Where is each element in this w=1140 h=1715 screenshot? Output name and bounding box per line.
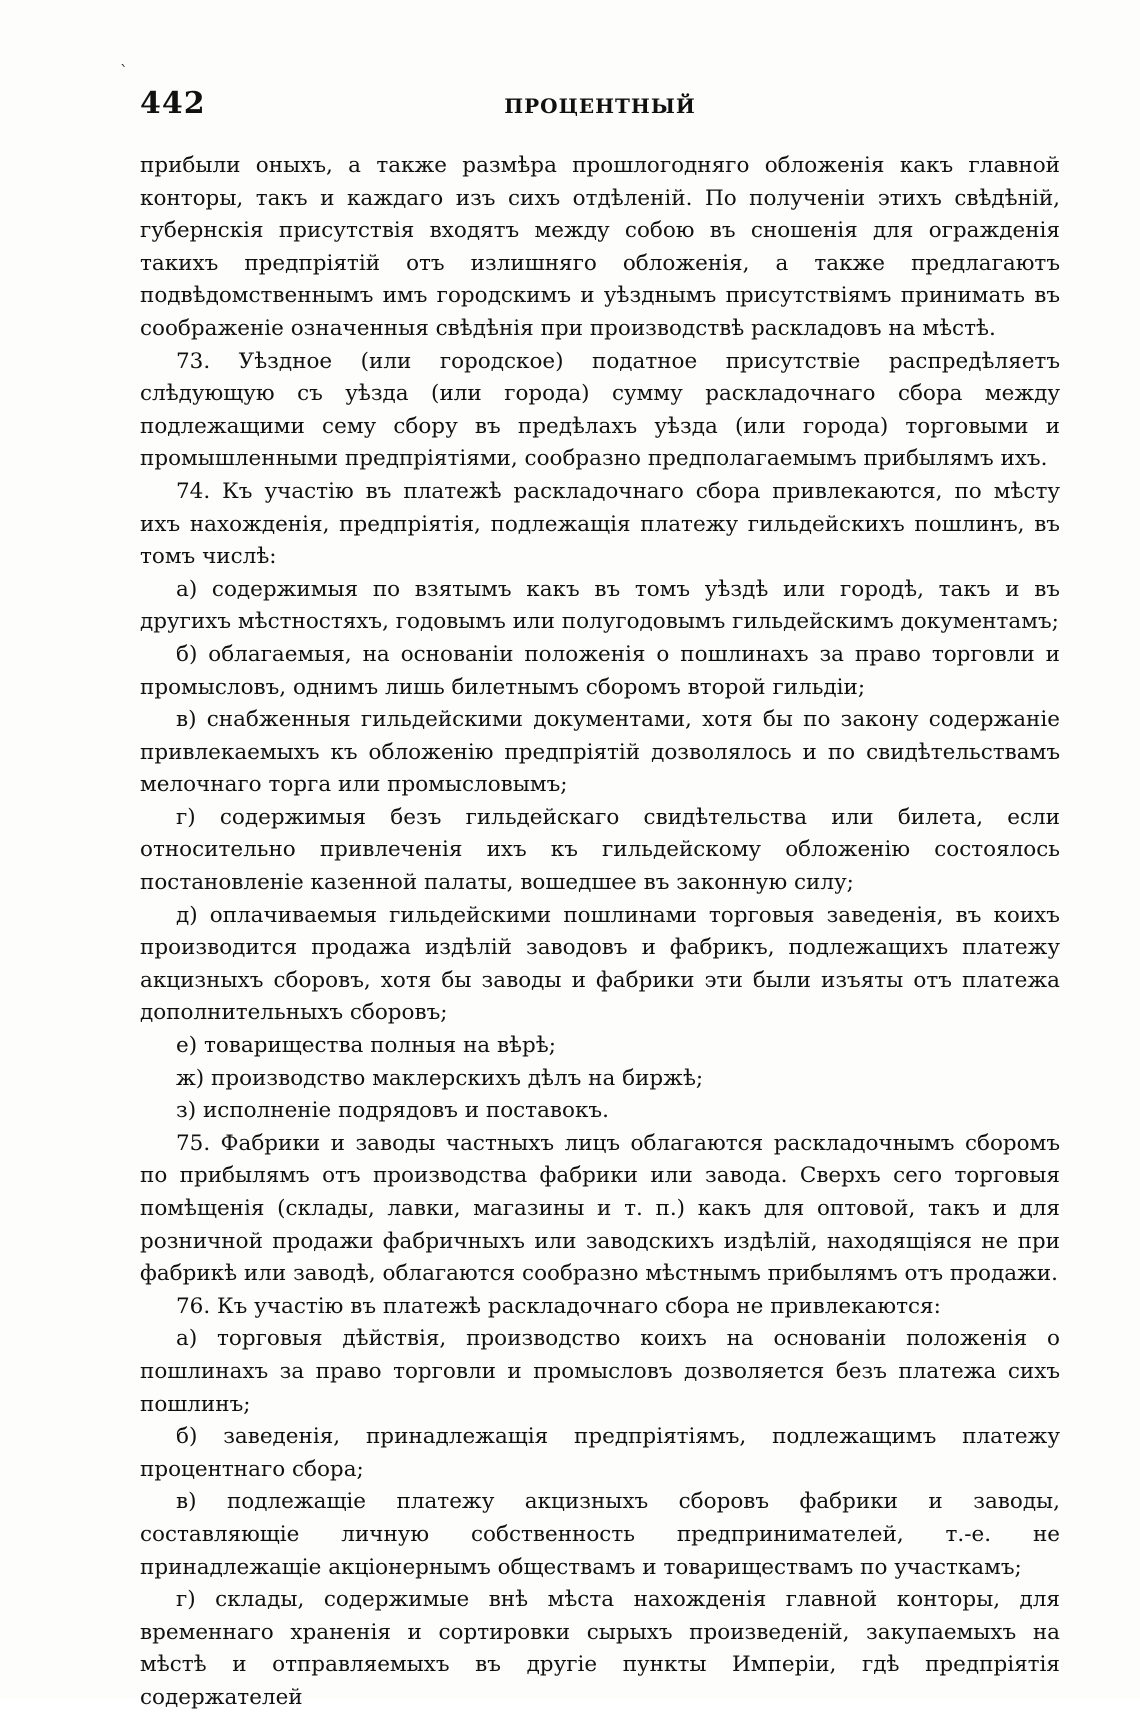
- paragraph-76: 76. Къ участію въ платежѣ раскладочнаго сбора не привлекаются:: [176, 1293, 941, 1319]
- page-header: [140, 86, 1060, 126]
- paragraph-73: 73. Уѣздное (или городское) податное присутствіе распредѣляетъ слѣдующую съ уѣзда (или города) сумму раскладочнаго сбора между подлежащими сему сбору въ предѣлахъ уѣзда (или города) торговыми и промышленными предпріятіями, сообразно предполагаемымъ прибылямъ ихъ.: [140, 348, 1060, 472]
- stray-mark: `: [120, 62, 128, 81]
- page-number: 442: [140, 86, 206, 121]
- clause-74-zh: ж) производство маклерскихъ дѣлъ на биржѣ;: [176, 1065, 704, 1091]
- paragraph-74: 74. Къ участію въ платежѣ раскладочнаго сбора привлекаются, по мѣсту ихъ нахожденія, предпріятія, подлежащія платежу гильдейскихъ пошлинъ, въ томъ числѣ:: [140, 478, 1060, 570]
- paragraph-75: 75. Фабрики и заводы частныхъ лицъ облагаются раскладочнымъ сборомъ по прибылямъ отъ производства фабрики или завода. Сверхъ сего торговыя помѣщенія (склады, лавки, магазины и т. п.) какъ для оптовой, такъ и для розничной продажи фабричныхъ или заводскихъ издѣлій, находящіяся не при фабрикѣ или заводѣ, облагаются сообразно мѣстнымъ прибылямъ отъ продажи.: [140, 1130, 1060, 1287]
- paragraph-continuation: прибыли оныхъ, а также размѣра прошлогодняго обложенія какъ главной конторы, такъ и каждаго изъ сихъ отдѣленій. По полученіи этихъ свѣдѣній, губернскія присутствія входятъ между собою въ сношенія для огражденія такихъ предпріятій отъ излишняго обложенія, а также предлагаютъ подвѣдомственнымъ имъ городскимъ и уѣзднымъ присутствіямъ принимать въ соображеніе означенныя свѣдѣнія при производствѣ раскладовъ на мѣстѣ.: [140, 153, 1060, 341]
- clause-76-v: в) подлежащіе платежу акцизныхъ сборовъ фабрики и заводы, составляющіе личную собственность предпринимателей, т.-е. не принадлежащіе акціонернымъ обществамъ и товариществамъ по участкамъ;: [140, 1489, 1060, 1580]
- clause-76-b: б) заведенія, принадлежащія предпріятіямъ, подлежащимъ платежу процентнаго сбора;: [140, 1424, 1060, 1482]
- clause-74-v: в) снабженныя гильдейскими документами, хотя бы по закону содержаніе привлекаемыхъ къ обложенію предпріятій дозволялось и по свидѣтельствамъ мелочнаго торга или промысловымъ;: [140, 707, 1060, 798]
- clause-76-g: г) склады, содержимые внѣ мѣста нахожденія главной конторы, для временнаго храненія и сортировки сырыхъ произведеній, закупаемыхъ на мѣстѣ и отправляемыхъ въ другіе пункты Имперіи, гдѣ предпріятія содержателей: [140, 1587, 1060, 1710]
- clause-74-g: г) содержимыя безъ гильдейскаго свидѣтельства или билета, если относительно привлеченія ихъ къ гильдейскому обложенію состоялось постановленіе казенной палаты, вошедшее въ законную силу;: [140, 804, 1060, 896]
- clause-74-a: а) содержимыя по взятымъ какъ въ томъ уѣздѣ или городѣ, такъ и въ другихъ мѣстностяхъ, годовымъ или полугодовымъ гильдейскимъ документамъ;: [140, 576, 1060, 635]
- clause-74-z: з) исполненіе подрядовъ и поставокъ.: [176, 1098, 609, 1124]
- page-body: [140, 150, 1060, 1715]
- clause-74-b: б) облагаемыя, на основаніи положенія о пошлинахъ за право торговли и промысловъ, однимъ лишь билетнымъ сборомъ второй гильдіи;: [140, 641, 1060, 700]
- clause-74-e: е) товарищества полныя на вѣрѣ;: [176, 1033, 556, 1059]
- clause-76-a: а) торговыя дѣйствія, производство коихъ на основаніи положенія о пошлинахъ за право торговли и промысловъ дозволяется безъ платежа сихъ пошлинъ;: [140, 1326, 1060, 1417]
- clause-74-d: д) оплачиваемыя гильдейскими пошлинами торговыя заведенія, въ коихъ производится продажа издѣлій заводовъ и фабрикъ, подлежащихъ платежу акцизныхъ сборовъ, хотя бы заводы и фабрики эти были изъяты отъ платежа дополнительныхъ сборовъ;: [140, 902, 1060, 1026]
- running-head: ПРОЦЕНТНЫЙ: [504, 94, 696, 118]
